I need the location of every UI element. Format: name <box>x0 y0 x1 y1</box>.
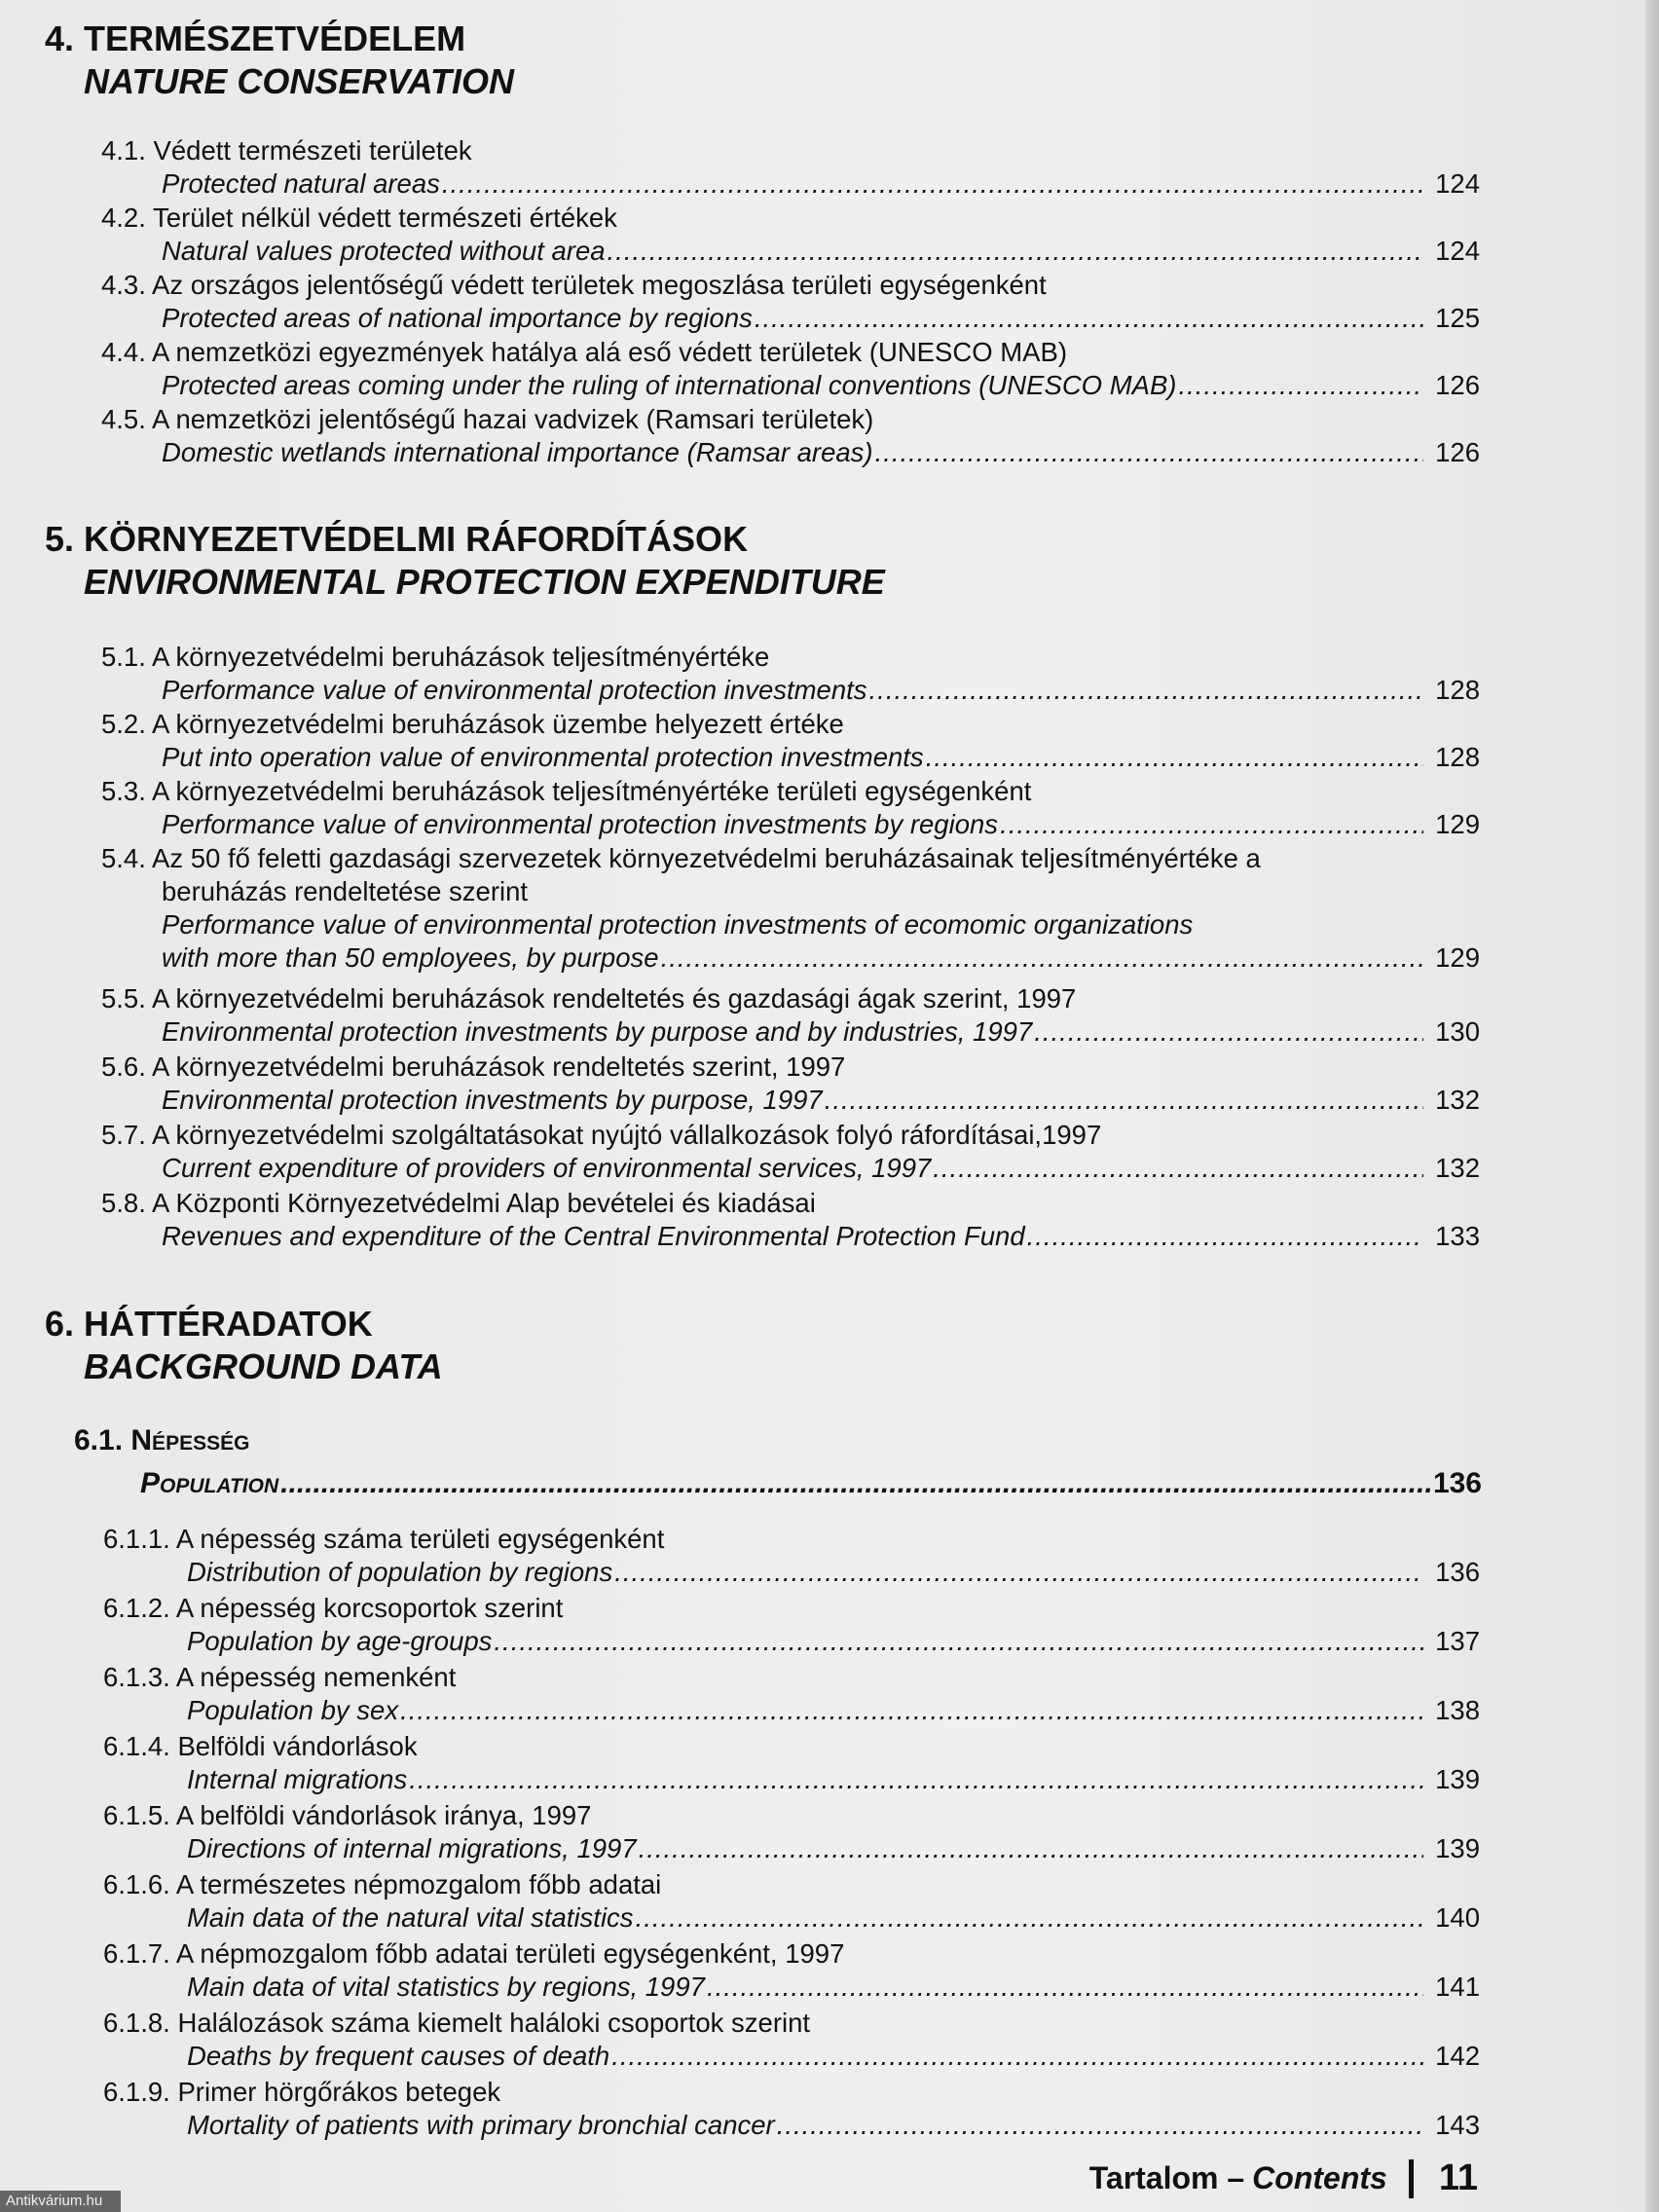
entry-hu-text: A környezetvédelmi beruházások teljesítményértéke területi egységenként <box>145 776 1032 806</box>
page-number: 126 <box>1435 370 1480 400</box>
entry-title-hu <box>101 403 1480 436</box>
entry-title-hu <box>101 708 1480 741</box>
entry-title-hu <box>101 842 1480 875</box>
entry-en-text: Natural values protected without area <box>162 236 606 266</box>
subsection-title: Népesség <box>130 1424 250 1456</box>
entry-en-text: with more than 50 employees, by purpose <box>162 942 659 973</box>
footer-label: Tartalom – <box>1088 2160 1245 2195</box>
entry-title-en <box>103 1556 1480 1589</box>
entry-title-en <box>103 1763 1480 1796</box>
page-number: 139 <box>1435 1833 1480 1863</box>
entry-title-hu <box>103 1868 1480 1901</box>
entry-title-hu <box>101 336 1480 369</box>
entry-number: 6.1.1. <box>103 1524 170 1554</box>
footer-divider <box>1409 2159 1414 2198</box>
section-4-heading <box>45 18 514 103</box>
entry-hu-text: A környezetvédelmi beruházások teljesítményértéke <box>145 642 770 672</box>
toc-entry[interactable] <box>103 1730 1480 1796</box>
entry-title-en <box>101 302 1480 335</box>
entry-number: 5.1. <box>101 642 146 672</box>
section-number: 6. <box>45 1304 75 1344</box>
entry-en-text: Environmental protection investments by purpose, 1997 <box>162 1085 823 1115</box>
toc-entry[interactable] <box>101 269 1480 335</box>
leader-dots <box>280 1466 1431 1501</box>
leader-dots <box>639 1832 1423 1865</box>
page-number: 143 <box>1435 2110 1480 2140</box>
entry-number: 5.3. <box>101 776 146 806</box>
entry-title-en <box>103 1971 1480 2004</box>
leader-dots <box>933 1152 1423 1185</box>
page-number: 136 <box>1432 1467 1482 1499</box>
entry-title-en <box>101 941 1480 975</box>
entry-hu-text: Az országos jelentőségű védett területek megoszlása területi egységenként <box>145 270 1047 300</box>
toc-entry[interactable] <box>101 775 1480 841</box>
entry-number: 5.6. <box>101 1051 146 1082</box>
leader-dots <box>869 674 1423 707</box>
leader-dots <box>777 2109 1423 2142</box>
page-edge-shadow <box>1645 0 1659 2212</box>
entry-title-hu <box>101 202 1480 235</box>
toc-entry[interactable] <box>103 2076 1480 2142</box>
entry-title-en <box>103 1832 1480 1865</box>
entry-en-text: Population by sex <box>187 1695 399 1725</box>
toc-entry[interactable] <box>101 134 1480 201</box>
entry-en-text: Protected areas of national importance by regions <box>162 303 753 333</box>
entry-title-en <box>101 436 1480 469</box>
entry-number: 6.1.9. <box>103 2077 170 2107</box>
section-number: 4. <box>45 18 75 58</box>
entry-title-hu <box>101 1051 1480 1084</box>
entry-title-hu <box>103 1592 1480 1625</box>
leader-dots <box>875 436 1423 469</box>
entry-title-en <box>101 1220 1480 1253</box>
entry-title-hu <box>103 2076 1480 2109</box>
entry-en-text: Revenues and expenditure of the Central Environmental Protection Fund <box>162 1221 1025 1251</box>
leader-dots <box>409 1763 1423 1796</box>
entry-hu-text: Védett természeti területek <box>145 135 472 166</box>
subsection-number: 6.1. <box>74 1424 124 1456</box>
entry-title-en <box>101 741 1480 774</box>
entry-title-hu <box>101 269 1480 302</box>
entry-hu-text: A Központi Környezetvédelmi Alap bevételei és kiadásai <box>145 1188 816 1218</box>
leader-dots <box>494 1625 1423 1658</box>
entry-hu-text: A környezetvédelmi beruházások rendeltetés szerint, 1997 <box>145 1051 846 1082</box>
toc-entry[interactable] <box>101 1187 1480 1253</box>
entry-hu-text: A népesség korcsoportok szerint <box>169 1593 564 1623</box>
entry-title-en <box>101 1015 1480 1049</box>
toc-entry[interactable] <box>103 1523 1480 1589</box>
entry-en-text: Protected natural areas <box>162 168 440 199</box>
entry-title-en <box>101 167 1480 201</box>
entry-number: 6.1.6. <box>103 1869 170 1899</box>
entry-title-hu <box>101 775 1480 808</box>
entry-title-hu <box>101 641 1480 674</box>
section-subtitle: ENVIRONMENTAL PROTECTION EXPENDITURE <box>84 562 885 602</box>
entry-hu-text: A természetes népmozgalom főbb adatai <box>169 1869 662 1899</box>
entry-en-text: Performance value of environmental protection investments <box>162 675 867 705</box>
leader-dots <box>1034 1015 1423 1049</box>
entry-title-hu <box>103 1937 1480 1971</box>
page-number: 132 <box>1435 1153 1480 1183</box>
footer-label-en: Contents <box>1252 2160 1387 2195</box>
entry-title-hu <box>101 1119 1480 1152</box>
entry-number: 6.1.3. <box>103 1662 170 1692</box>
entry-hu-text: A környezetvédelmi beruházások üzembe helyezett értéke <box>145 709 844 739</box>
page-number: 124 <box>1435 168 1480 199</box>
entry-title-en <box>101 369 1480 402</box>
section-title: HÁTTÉRADATOK <box>84 1304 373 1344</box>
leader-dots <box>611 2040 1423 2073</box>
entry-hu-text: Terület nélkül védett természeti értékek <box>145 203 617 233</box>
entry-title-en-first-line: Performance value of environmental protection investments of ecomomic organizations <box>162 909 1194 940</box>
page-number: 133 <box>1435 1221 1480 1251</box>
page-number: 129 <box>1435 809 1480 839</box>
page-number: 142 <box>1435 2041 1480 2071</box>
page-number: 139 <box>1435 1764 1480 1794</box>
toc-entry[interactable] <box>101 982 1480 1049</box>
leader-dots <box>661 941 1423 975</box>
entry-title-hu <box>103 1523 1480 1556</box>
entry-en-text: Main data of vital statistics by regions, 1997 <box>187 1972 705 2002</box>
toc-entry[interactable] <box>101 708 1480 774</box>
entry-hu-text: A népesség száma területi egységenként <box>169 1524 665 1554</box>
toc-entry[interactable] <box>101 1051 1480 1117</box>
entry-title-hu-continued: beruházás rendeltetése szerint <box>162 876 529 906</box>
page-number: 140 <box>1435 1902 1480 1933</box>
toc-entry[interactable] <box>101 1119 1480 1185</box>
entry-title-en <box>101 808 1480 841</box>
leader-dots <box>755 302 1423 335</box>
entry-number: 4.1. <box>101 135 146 166</box>
entry-hu-text: A belföldi vándorlások iránya, 1997 <box>169 1800 592 1830</box>
entry-en-text: Deaths by frequent causes of death <box>187 2041 610 2071</box>
entry-hu-text: Primer hörgőrákos betegek <box>169 2077 501 2107</box>
toc-entry[interactable] <box>103 1799 1480 1865</box>
entry-hu-text: Belföldi vándorlások <box>169 1731 418 1761</box>
entry-en-text: Performance value of environmental protection investments by regions <box>162 809 999 839</box>
entry-number: 6.1.8. <box>103 2008 170 2038</box>
entry-title-en <box>103 1901 1480 1935</box>
entry-title-hu <box>103 1799 1480 1832</box>
section-title: KÖRNYEZETVÉDELMI RÁFORDÍTÁSOK <box>84 519 749 559</box>
page-footer <box>1089 2157 1478 2199</box>
page-number: 128 <box>1435 742 1480 772</box>
entry-title-en <box>103 1625 1480 1658</box>
entry-en-text: Domestic wetlands international importance (Ramsar areas) <box>162 437 873 467</box>
page-number: 129 <box>1435 942 1480 973</box>
page-number: 138 <box>1435 1695 1480 1725</box>
toc-entry[interactable] <box>101 403 1480 469</box>
leader-dots <box>608 235 1423 268</box>
entry-hu-text: A nemzetközi egyezmények hatálya alá eső védett területek (UNESCO MAB) <box>145 337 1068 367</box>
entry-en-text: Mortality of patients with primary bronchial cancer <box>187 2110 775 2140</box>
section-title: TERMÉSZETVÉDELEM <box>84 18 466 58</box>
leader-dots <box>1000 808 1423 841</box>
section-number: 5. <box>45 519 75 559</box>
page-number: 132 <box>1435 1085 1480 1115</box>
entry-title-hu <box>103 1661 1480 1694</box>
leader-dots <box>400 1694 1423 1727</box>
entry-title-hu <box>101 982 1480 1015</box>
toc-entry[interactable] <box>103 1592 1480 1658</box>
section-subtitle: BACKGROUND DATA <box>84 1346 443 1386</box>
leader-dots <box>614 1556 1423 1589</box>
subsection-6-1-title <box>74 1423 249 1458</box>
entry-number: 6.1.7. <box>103 1938 170 1969</box>
toc-entry[interactable] <box>103 1937 1480 2004</box>
entry-number: 5.7. <box>101 1120 146 1150</box>
entry-en-text: Current expenditure of providers of environmental services, 1997 <box>162 1153 932 1183</box>
entry-en-text: Put into operation value of environmental protection investments <box>162 742 924 772</box>
entry-hu-text: Halálozások száma kiemelt haláloki csoportok szerint <box>169 2008 811 2038</box>
entry-en-text: Environmental protection investments by purpose and by industries, 1997 <box>162 1016 1033 1047</box>
entry-title-hu <box>101 134 1480 167</box>
page-number: 137 <box>1435 1626 1480 1656</box>
entry-title-en <box>103 1694 1480 1727</box>
leader-dots <box>442 167 1423 201</box>
entry-title-en <box>101 674 1480 707</box>
page-number: 124 <box>1435 236 1480 266</box>
toc-entry[interactable] <box>103 1868 1480 1935</box>
entry-hu-text: A népmozgalom főbb adatai területi egységenként, 1997 <box>169 1938 845 1969</box>
section-6-heading <box>45 1303 443 1388</box>
entry-title-en <box>101 235 1480 268</box>
toc-entry[interactable] <box>103 2007 1480 2073</box>
entry-title-hu <box>103 2007 1480 2040</box>
section-subtitle: NATURE CONSERVATION <box>84 61 515 101</box>
leader-dots <box>636 1901 1423 1935</box>
entry-number: 4.2. <box>101 203 146 233</box>
entry-en-text: Internal migrations <box>187 1764 408 1794</box>
entry-title-en <box>103 2040 1480 2073</box>
entry-en-text: Main data of the natural vital statistics <box>187 1902 634 1933</box>
entry-hu-text: A környezetvédelmi szolgáltatásokat nyújtó vállalkozások folyó ráfordításai,1997 <box>145 1120 1102 1150</box>
leader-dots <box>1178 369 1423 402</box>
page-number: 130 <box>1435 1016 1480 1047</box>
entry-title-hu <box>101 1187 1480 1220</box>
entry-number: 5.5. <box>101 983 146 1014</box>
toc-entry[interactable] <box>101 842 1480 975</box>
entry-title-hu <box>103 1730 1480 1763</box>
toc-entry[interactable] <box>101 336 1480 402</box>
entry-number: 4.4. <box>101 337 146 367</box>
toc-entry[interactable] <box>101 641 1480 707</box>
entry-number: 6.1.4. <box>103 1731 170 1761</box>
entry-number: 5.2. <box>101 709 146 739</box>
footer-page-number: 11 <box>1438 2157 1478 2198</box>
entry-hu-text: Az 50 fő feletti gazdasági szervezetek környezetvédelmi beruházásainak teljesítményértéke a <box>145 843 1261 873</box>
page-number: 141 <box>1435 1972 1480 2002</box>
leader-dots <box>926 741 1423 774</box>
entry-title-en <box>101 1152 1480 1185</box>
toc-entry[interactable] <box>103 1661 1480 1727</box>
entry-number: 4.3. <box>101 270 146 300</box>
watermark: Antikvárium.hu <box>0 2191 121 2212</box>
entry-en-text: Protected areas coming under the ruling of international conventions (UNESCO MAB) <box>162 370 1177 400</box>
leader-dots <box>1027 1220 1423 1253</box>
page-number: 126 <box>1435 437 1480 467</box>
subsection-subtitle: Population <box>140 1467 279 1499</box>
page-number: 136 <box>1435 1557 1480 1587</box>
entry-en-text: Distribution of population by regions <box>187 1557 613 1587</box>
entry-number: 6.1.5. <box>103 1800 170 1830</box>
entry-hu-text: A népesség nemenként <box>169 1662 457 1692</box>
leader-dots <box>825 1084 1423 1117</box>
leader-dots <box>707 1971 1423 2004</box>
toc-entry[interactable] <box>101 202 1480 268</box>
section-5-heading <box>45 518 885 604</box>
entry-number: 6.1.2. <box>103 1593 170 1623</box>
page-number: 128 <box>1435 675 1480 705</box>
page-number: 125 <box>1435 303 1480 333</box>
entry-en-text: Population by age-groups <box>187 1626 493 1656</box>
subsection-6-1-entry[interactable] <box>140 1466 1482 1501</box>
entry-number: 5.8. <box>101 1188 146 1218</box>
entry-en-text: Directions of internal migrations, 1997 <box>187 1833 637 1863</box>
entry-title-en <box>103 2109 1480 2142</box>
entry-title-en <box>101 1084 1480 1117</box>
entry-number: 5.4. <box>101 843 146 873</box>
entry-hu-text: A környezetvédelmi beruházások rendeltetés és gazdasági ágak szerint, 1997 <box>145 983 1077 1014</box>
entry-hu-text: A nemzetközi jelentőségű hazai vadvizek (Ramsari területek) <box>145 404 874 434</box>
entry-number: 4.5. <box>101 404 146 434</box>
